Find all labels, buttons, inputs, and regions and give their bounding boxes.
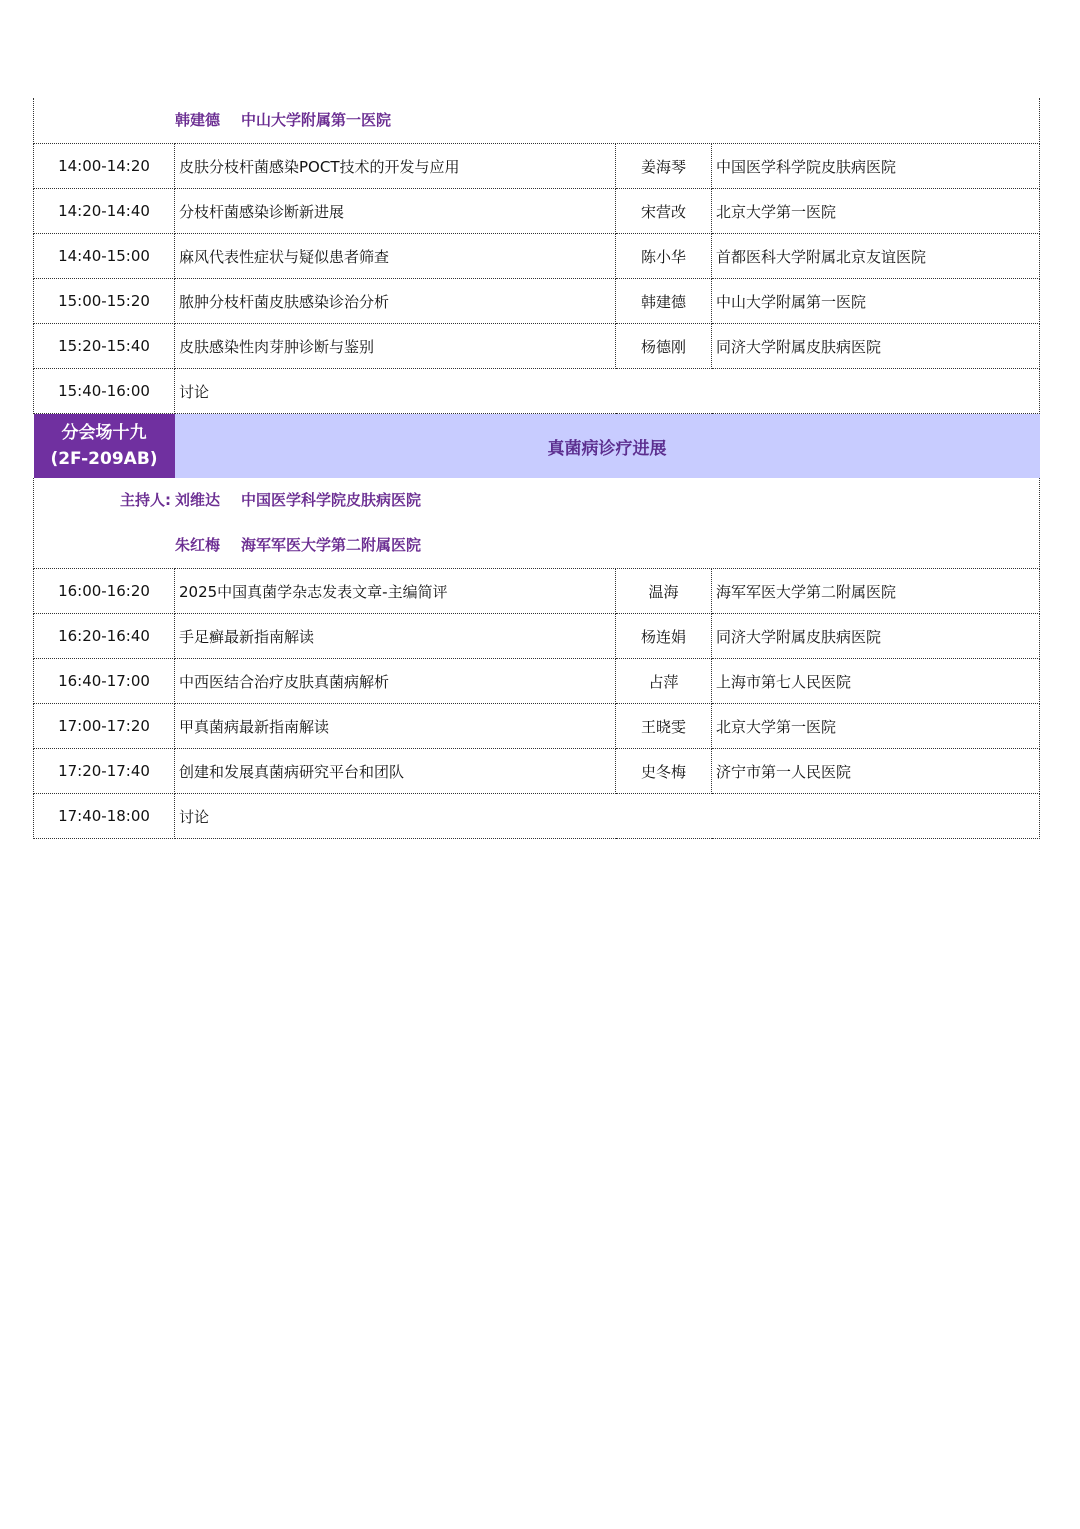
host-label: 主持人: [120, 491, 171, 509]
institution-cell: 北京大学第一医院 [712, 704, 1040, 749]
topic-cell: 创建和发展真菌病研究平台和团队 [175, 749, 616, 794]
schedule-row [34, 144, 1040, 189]
topic-cell: 麻风代表性症状与疑似患者筛查 [175, 234, 616, 279]
speaker-cell: 占萍 [616, 659, 712, 704]
schedule-row [34, 659, 1040, 704]
host-institution: 海军军医大学第二附属医院 [241, 536, 422, 554]
institution-cell: 同济大学附属皮肤病医院 [712, 324, 1040, 369]
session-room: (2F-209AB) [50, 449, 158, 469]
time-cell: 16:20-16:40 [34, 614, 175, 659]
host-institution: 中山大学附属第一医院 [241, 111, 392, 129]
institution-cell: 济宁市第一人民医院 [712, 749, 1040, 794]
speaker-cell: 史冬梅 [616, 749, 712, 794]
schedule-row [34, 234, 1040, 279]
speaker-cell: 杨德刚 [616, 324, 712, 369]
session-name: 分会场十九 [61, 423, 147, 443]
speaker-cell: 王晓雯 [616, 704, 712, 749]
discussion-row [34, 369, 1040, 414]
time-cell: 14:00-14:20 [34, 144, 175, 189]
time-cell: 14:20-14:40 [34, 189, 175, 234]
schedule-row [34, 704, 1040, 749]
speaker-cell: 杨连娟 [616, 614, 712, 659]
institution-cell: 北京大学第一医院 [712, 189, 1040, 234]
institution-cell: 上海市第七人民医院 [712, 659, 1040, 704]
schedule-row [34, 569, 1040, 614]
schedule-row [34, 614, 1040, 659]
institution-cell: 同济大学附属皮肤病医院 [712, 614, 1040, 659]
time-cell: 15:20-15:40 [34, 324, 175, 369]
time-cell: 17:20-17:40 [34, 749, 175, 794]
schedule-row [34, 324, 1040, 369]
time-cell: 15:00-15:20 [34, 279, 175, 324]
speaker-cell: 宋营改 [616, 189, 712, 234]
time-cell: 17:40-18:00 [34, 794, 175, 839]
schedule-row [34, 279, 1040, 324]
institution-cell: 首都医科大学附属北京友谊医院 [712, 234, 1040, 279]
topic-cell: 2025中国真菌学杂志发表文章-主编简评 [175, 569, 616, 614]
schedule-row [34, 189, 1040, 234]
speaker-cell: 姜海琴 [616, 144, 712, 189]
speaker-cell: 韩建德 [616, 279, 712, 324]
session-name-cell [34, 414, 175, 479]
discussion-label: 讨论 [175, 794, 1040, 839]
time-cell: 14:40-15:00 [34, 234, 175, 279]
host-name: 朱红梅 [175, 536, 221, 554]
host-line [34, 98, 1039, 143]
prev-host-row [34, 98, 1040, 144]
host-line [34, 478, 1039, 523]
schedule-table-container [33, 98, 1039, 839]
discussion-row [34, 794, 1040, 839]
institution-cell: 中国医学科学院皮肤病医院 [712, 144, 1040, 189]
host-institution: 中国医学科学院皮肤病医院 [241, 491, 422, 509]
time-cell: 15:40-16:00 [34, 369, 175, 414]
schedule-table [33, 98, 1040, 839]
topic-cell: 皮肤分枝杆菌感染POCT技术的开发与应用 [175, 144, 616, 189]
topic-cell: 脓肿分枝杆菌皮肤感染诊治分析 [175, 279, 616, 324]
host-line [34, 523, 1039, 568]
institution-cell: 中山大学附属第一医院 [712, 279, 1040, 324]
topic-cell: 分枝杆菌感染诊断新进展 [175, 189, 616, 234]
host-row [34, 478, 1040, 569]
time-cell: 16:00-16:20 [34, 569, 175, 614]
time-cell: 17:00-17:20 [34, 704, 175, 749]
speaker-cell: 陈小华 [616, 234, 712, 279]
time-cell: 16:40-17:00 [34, 659, 175, 704]
host-name: 韩建德 [175, 111, 221, 129]
schedule-row [34, 749, 1040, 794]
institution-cell: 海军军医大学第二附属医院 [712, 569, 1040, 614]
session-title: 真菌病诊疗进展 [175, 414, 1040, 479]
speaker-cell: 温海 [616, 569, 712, 614]
topic-cell: 中西医结合治疗皮肤真菌病解析 [175, 659, 616, 704]
topic-cell: 甲真菌病最新指南解读 [175, 704, 616, 749]
topic-cell: 皮肤感染性肉芽肿诊断与鉴别 [175, 324, 616, 369]
discussion-label: 讨论 [175, 369, 1040, 414]
session-header [34, 414, 1040, 479]
host-name: 刘维达 [175, 491, 221, 509]
topic-cell: 手足癣最新指南解读 [175, 614, 616, 659]
